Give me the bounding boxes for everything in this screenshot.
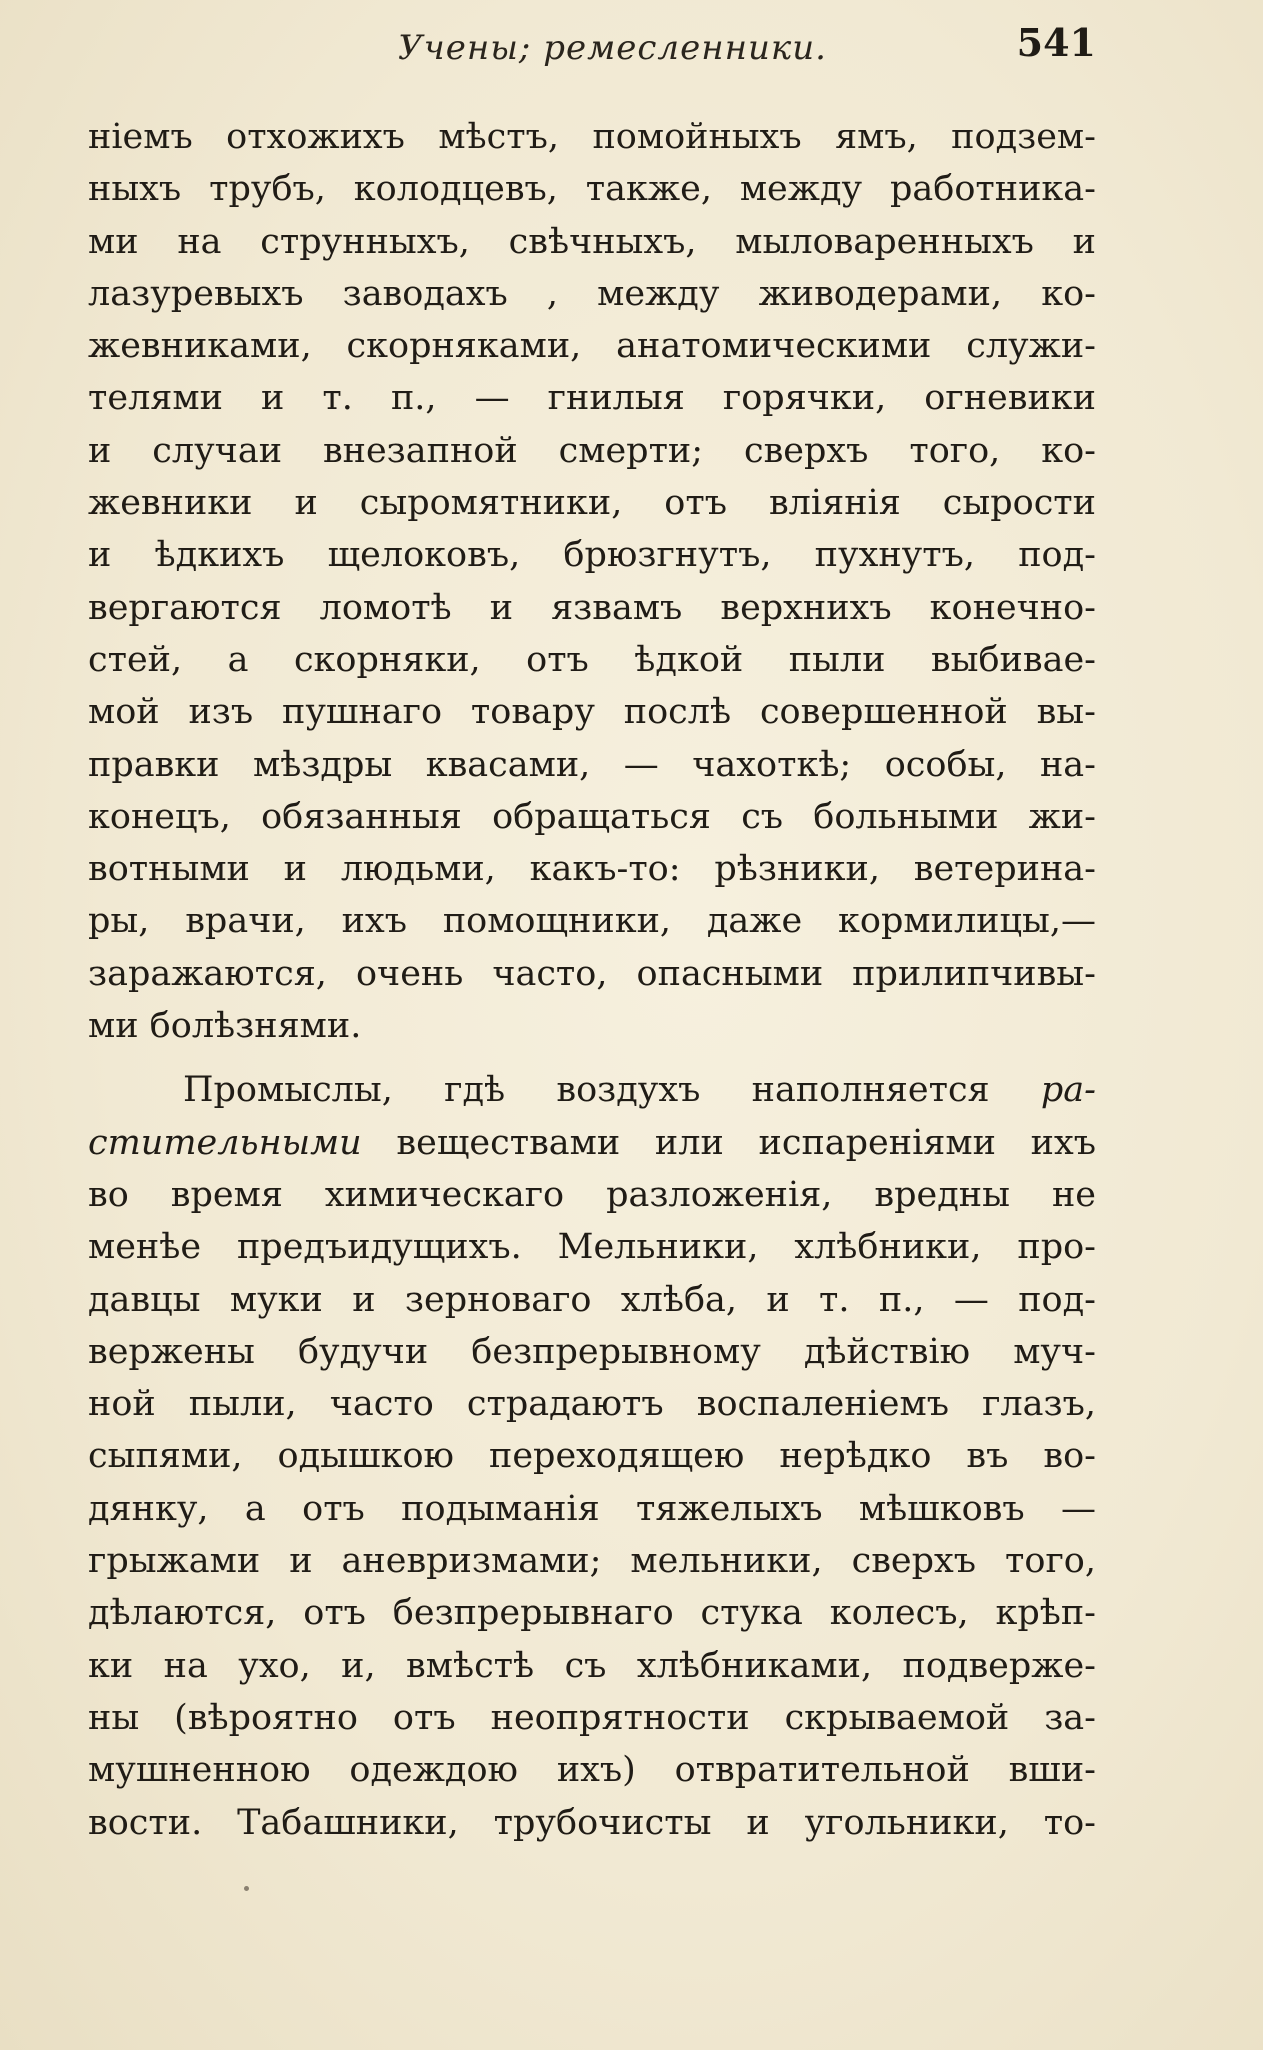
text-segment: конецъ, обязанныя обращаться съ больными жи- xyxy=(88,796,1096,837)
text-segment: давцы муки и зерноваго хлѣба, и т. п., — под- xyxy=(88,1279,1096,1320)
text-line xyxy=(88,111,1096,163)
text-segment: сыпями, одышкою переходящею нерѣдко въ во- xyxy=(88,1436,1096,1477)
text-segment: во время химическаго разложенiя, вредны не xyxy=(88,1174,1096,1215)
text-line xyxy=(88,1064,1096,1116)
text-segment: ныхъ трубъ, колодцевъ, также, между работника- xyxy=(88,169,1096,210)
body-text xyxy=(88,111,1096,1849)
text-segment: вергаются ломотѣ и язвамъ верхнихъ конечно- xyxy=(88,587,1096,628)
text-line xyxy=(88,1274,1096,1326)
text-line xyxy=(88,1744,1096,1796)
text-line xyxy=(88,1535,1096,1587)
text-line xyxy=(88,582,1096,634)
text-segment: ры, врачи, ихъ помощники, даже кормилицы,— xyxy=(88,901,1096,942)
text-segment: и ѣдкихъ щелоковъ, брюзгнутъ, пухнутъ, под- xyxy=(88,535,1096,576)
text-segment: вержены будучи безпрерывному дѣйствiю муч- xyxy=(88,1331,1096,1372)
text-segment: грыжами и аневризмами; мельники, сверхъ того, xyxy=(88,1541,1096,1582)
text-segment: телями и т. п., — гнилыя горячки, огневики xyxy=(88,378,1096,419)
text-line xyxy=(88,1378,1096,1430)
text-segment: нiемъ отхожихъ мѣстъ, помойныхъ ямъ, подзем- xyxy=(88,117,1096,157)
text-segment: ной пыли, часто страдаютъ воспаленiемъ глазъ, xyxy=(88,1384,1096,1425)
italic-text: ра- xyxy=(1040,1070,1096,1111)
text-segment: менѣе предъидущихъ. Мельники, хлѣбники, про- xyxy=(88,1227,1096,1268)
paragraph xyxy=(88,111,1096,1052)
text-segment: мой изъ пушнаго товару послѣ совершенной вы- xyxy=(88,692,1096,733)
text-segment: ми на струнныхъ, свѣчныхъ, мыловаренныхъ и xyxy=(88,221,1096,262)
text-line xyxy=(88,1221,1096,1273)
text-line xyxy=(88,163,1096,215)
text-segment: ны (вѣроятно отъ неопрятности скрываемой за- xyxy=(88,1697,1096,1738)
text-line xyxy=(88,1326,1096,1378)
text-line xyxy=(88,1430,1096,1482)
text-line xyxy=(88,425,1096,477)
text-segment: вости. Табашники, трубочисты и угольники, то- xyxy=(88,1802,1096,1843)
running-head xyxy=(88,20,1096,80)
text-segment: стей, а скорняки, отъ ѣдкой пыли выбивае- xyxy=(88,639,1096,680)
text-line xyxy=(88,686,1096,738)
text-segment: лазуревыхъ заводахъ , между живодерами, ко- xyxy=(88,273,1096,314)
text-line xyxy=(88,372,1096,424)
text-line xyxy=(88,1797,1096,1849)
text-segment: и случаи внезапной смерти; сверхъ того, ко- xyxy=(88,430,1096,471)
page-number: 541 xyxy=(1016,20,1096,65)
text-segment: дянку, а отъ подыманiя тяжелыхъ мѣшковъ — xyxy=(88,1488,1096,1529)
italic-text: стительными xyxy=(88,1122,362,1163)
text-line xyxy=(88,320,1096,372)
text-segment: ки на ухо, и, вмѣстѣ съ хлѣбниками, подверже- xyxy=(88,1645,1096,1686)
text-line xyxy=(88,529,1096,581)
text-segment: заражаются, очень часто, опасными прилипчивы- xyxy=(88,953,1096,994)
text-line xyxy=(88,634,1096,686)
text-line xyxy=(88,1169,1096,1221)
text-segment: жевники и сыромятники, отъ влiянiя сырости xyxy=(88,483,1096,524)
text-line xyxy=(88,477,1096,529)
text-segment: веществами или испаренiями ихъ xyxy=(361,1122,1096,1163)
text-line xyxy=(88,1483,1096,1535)
paragraph-gap xyxy=(88,1052,1096,1064)
text-line xyxy=(88,948,1096,1000)
text-line xyxy=(88,843,1096,895)
paragraph xyxy=(88,1064,1096,1848)
text-line xyxy=(88,1692,1096,1744)
text-segment: жевниками, скорняками, анатомическими служи- xyxy=(88,326,1096,367)
text-segment: вотными и людьми, какъ-то: рѣзники, ветерина- xyxy=(88,849,1096,890)
text-line xyxy=(88,1000,1096,1052)
text-segment: ми болѣзнями. xyxy=(88,1006,362,1047)
text-line xyxy=(88,1117,1096,1169)
text-segment: мушненною одеждою ихъ) отвратительной вши- xyxy=(88,1750,1096,1791)
text-line xyxy=(88,1640,1096,1692)
text-line xyxy=(88,216,1096,268)
text-line xyxy=(88,1587,1096,1639)
text-line xyxy=(88,739,1096,791)
text-line xyxy=(88,791,1096,843)
text-segment: Промыслы, гдѣ воздухъ наполняется xyxy=(183,1070,1041,1111)
text-segment: правки мѣздры квасами, — чахоткѣ; особы, на- xyxy=(88,744,1096,785)
running-title: Учены; ремесленники. xyxy=(398,28,827,68)
text-line xyxy=(88,895,1096,947)
text-segment: дѣлаются, отъ безпрерывнаго стука колесъ, крѣп- xyxy=(88,1593,1096,1634)
paper-speck xyxy=(244,1886,249,1891)
text-line xyxy=(88,268,1096,320)
